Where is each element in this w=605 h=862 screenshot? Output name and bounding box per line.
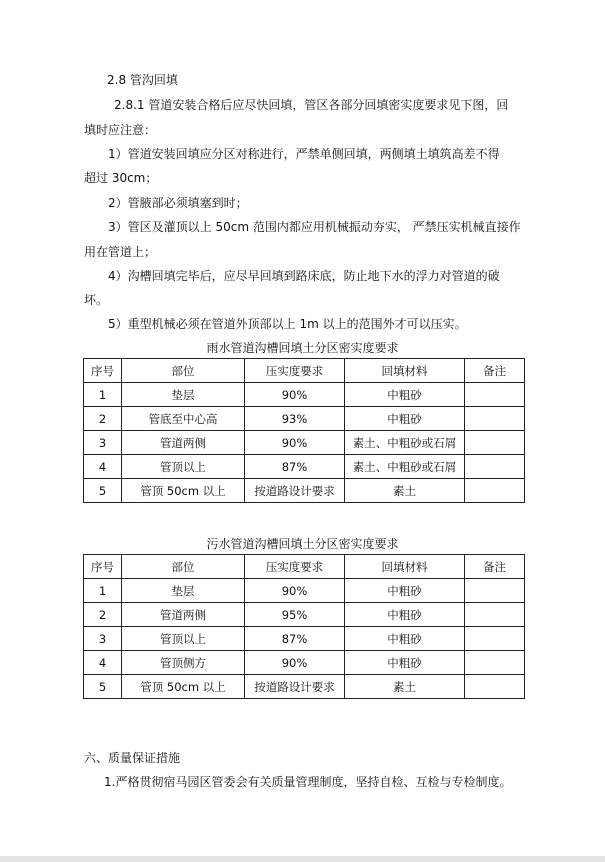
table-cell: 管底至中心高 (122, 407, 245, 431)
table-cell: 中粗砂 (345, 407, 465, 431)
table-cell: 管道两侧 (122, 431, 245, 455)
table-cell (465, 383, 525, 407)
item-1-line2: 超过 30cm； (84, 171, 158, 185)
table-cell: 中粗砂 (345, 579, 465, 603)
table-cell (465, 579, 525, 603)
table-cell: 2 (84, 603, 122, 627)
table-row (84, 651, 525, 675)
table-row (84, 383, 525, 407)
table-cell: 按道路设计要求 (245, 479, 345, 503)
table-cell: 垫层 (122, 579, 245, 603)
table-cell: 2 (84, 407, 122, 431)
page-bottom-edge (0, 856, 605, 862)
table-cell (465, 431, 525, 455)
table-cell: 管顶 50cm 以上 (122, 675, 245, 699)
table-cell: 4 (84, 455, 122, 479)
header-cell: 部位 (122, 555, 245, 579)
table-cell: 中粗砂 (345, 383, 465, 407)
item-1-line1: 1）管道安装回填应分区对称进行，严禁单侧回填，两侧填土填筑高差不得 (108, 147, 500, 161)
section-heading: 2.8 管沟回填 (107, 73, 178, 87)
table-row (84, 603, 525, 627)
table-cell: 管道两侧 (122, 603, 245, 627)
table-cell: 5 (84, 675, 122, 699)
table-row (84, 479, 525, 503)
table-cell (465, 407, 525, 431)
header-cell: 压实度要求 (245, 359, 345, 383)
table-cell: 3 (84, 627, 122, 651)
table1-caption: 雨水管道沟槽回填土分区密实度要求 (206, 341, 399, 355)
table-cell: 4 (84, 651, 122, 675)
item-3-line2: 用在管道上； (84, 245, 157, 259)
table-cell: 5 (84, 479, 122, 503)
table-cell: 3 (84, 431, 122, 455)
table-cell: 中粗砂 (345, 603, 465, 627)
table-cell: 素土 (345, 675, 465, 699)
quality-heading: 六、质量保证措施 (84, 751, 181, 765)
table-row (84, 579, 525, 603)
table-cell: 垫层 (122, 383, 245, 407)
table-row (84, 431, 525, 455)
table-cell (465, 675, 525, 699)
paragraph-2-8-1-line1: 2.8.1 管道安装合格后应尽快回填，管区各部分回填密实度要求见下图，回 (114, 98, 509, 112)
header-cell: 部位 (122, 359, 245, 383)
table-cell: 素土、中粗砂或石屑 (345, 431, 465, 455)
table-cell: 87% (245, 627, 345, 651)
quality-paragraph-1: 1.严格贯彻宿马园区管委会有关质量管理制度，坚持自检、互检与专检制度。 (104, 775, 512, 789)
table-cell: 90% (245, 431, 345, 455)
item-4-line2: 坏。 (84, 293, 109, 307)
table-cell: 90% (245, 651, 345, 675)
table-cell: 95% (245, 603, 345, 627)
table-cell: 中粗砂 (345, 651, 465, 675)
table-cell (465, 651, 525, 675)
header-cell: 回填材料 (345, 555, 465, 579)
table-cell: 90% (245, 579, 345, 603)
table-cell: 管顶侧方 (122, 651, 245, 675)
table-cell: 93% (245, 407, 345, 431)
table-cell (465, 455, 525, 479)
paragraph-2-8-1-line2: 填时应注意： (84, 123, 157, 137)
table2-caption: 污水管道沟槽回填土分区密实度要求 (206, 537, 399, 551)
item-5: 5）重型机械必须在管道外顶部以上 1m 以上的范围外才可以压实。 (108, 317, 467, 331)
table-cell: 素土、中粗砂或石屑 (345, 455, 465, 479)
table-cell (465, 479, 525, 503)
header-cell: 备注 (465, 555, 525, 579)
table-cell: 中粗砂 (345, 627, 465, 651)
table-cell: 管顶 50cm 以上 (122, 479, 245, 503)
table-cell: 管顶以上 (122, 455, 245, 479)
header-cell: 序号 (84, 555, 122, 579)
table-cell (465, 627, 525, 651)
header-cell: 备注 (465, 359, 525, 383)
table-row (84, 627, 525, 651)
table-header-row (84, 555, 525, 579)
table-sewage (83, 554, 525, 699)
header-cell: 序号 (84, 359, 122, 383)
table-cell: 按道路设计要求 (245, 675, 345, 699)
item-2: 2）管腋部必须填塞到时； (108, 196, 248, 210)
header-cell: 回填材料 (345, 359, 465, 383)
table-rainwater (83, 358, 525, 503)
table-row (84, 675, 525, 699)
table-row (84, 407, 525, 431)
header-cell: 压实度要求 (245, 555, 345, 579)
item-3-line1: 3）管区及灌顶以上 50cm 范围内都应用机械振动夯实， 严禁压实机械直接作 (108, 220, 521, 234)
table-cell (465, 603, 525, 627)
table-header-row (84, 359, 525, 383)
item-4-line1: 4）沟槽回填完毕后，应尽早回填到路床底，防止地下水的浮力对管道的破 (108, 269, 500, 283)
table-cell: 90% (245, 383, 345, 407)
table-cell: 管顶以上 (122, 627, 245, 651)
table-cell: 87% (245, 455, 345, 479)
table-cell: 1 (84, 579, 122, 603)
table-row (84, 455, 525, 479)
table-cell: 素土 (345, 479, 465, 503)
table-cell: 1 (84, 383, 122, 407)
